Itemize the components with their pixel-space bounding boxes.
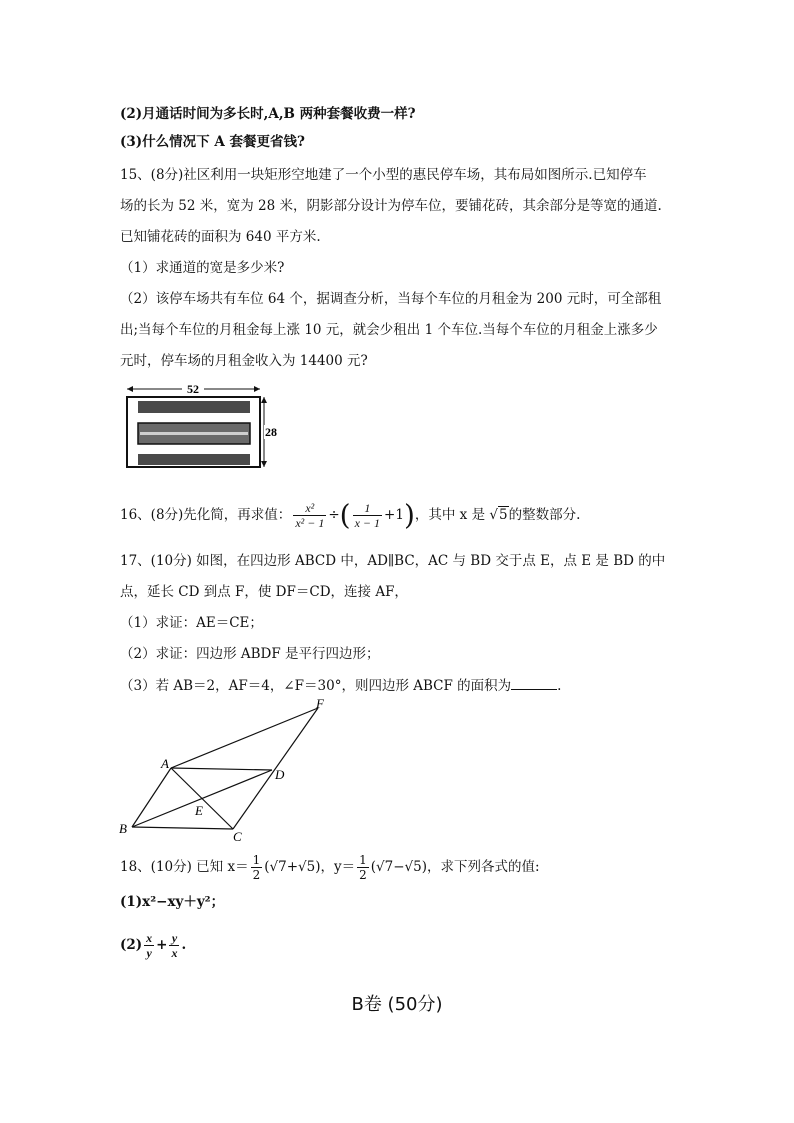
q18-stem xyxy=(120,850,540,884)
q16-prefix: 16、(8分)先化简，再求值： xyxy=(120,507,292,523)
q18-half-x: $\frac{1}{2}$ xyxy=(252,853,261,882)
q17-sub3: （3）若 AB＝2，AF＝4，∠F＝30°，则四边形 ABCF 的面积为 . xyxy=(120,675,561,696)
q18-x-expr: (√7+√5)，y＝ xyxy=(264,859,356,875)
point-label-F: F xyxy=(316,696,324,711)
q16-frac1-numerator: x² xyxy=(293,501,326,516)
q18-frac-x-over-y: $\frac{x}{y}$ xyxy=(146,931,153,960)
point-label-E: E xyxy=(195,803,203,818)
q15-sub2-line1: （2）该停车场共有车位 64 个，据调查分析，当每个车位的月租金为 200 元时，可全部租 xyxy=(120,291,662,307)
q18-frac-y-over-x: $\frac{y}{x}$ xyxy=(171,931,178,960)
q15-stem-line2: 场的长为 52 米，宽为 28 米，阴影部分设计为停车位，要铺花砖，其余部分是等宽的通道. xyxy=(120,198,662,214)
length-label: 52 xyxy=(187,383,199,396)
q18-half-y: $\frac{1}{2}$ xyxy=(359,853,367,882)
quadrilateral-figure xyxy=(112,696,338,842)
q18-part2: (2) $\frac{x}{y}$ + $\frac{y}{x}$ . xyxy=(120,931,187,960)
width-label: 28 xyxy=(265,425,277,439)
q17-stem-line2: 点，延长 CD 到点 F，使 DF＝CD，连接 AF， xyxy=(120,584,408,600)
q15-sub1: （1）求通道的宽是多少米? xyxy=(120,260,285,276)
q16-suffix-a: ，其中 x 是 xyxy=(414,507,486,523)
q16-frac1-denominator: x² − 1 xyxy=(295,516,325,530)
parking-strip-middle-inner xyxy=(140,432,248,435)
q17-sub2: （2）求证：四边形 ABDF 是平行四边形； xyxy=(120,646,380,662)
q15-sub2-line2: 出;当每个车位的月租金每上涨 10 元，就会少租出 1 个车位.当每个车位的月租金上涨多少 xyxy=(120,322,658,338)
section-b-title: B卷 (50分) xyxy=(351,994,443,1015)
q15-stem-line1: 15、(8分)社区利用一块矩形空地建了一个小型的惠民停车场，其布局如图所示.已知停车 xyxy=(120,167,647,183)
segment-BD xyxy=(132,770,272,827)
q15-sub2-line3: 元时，停车场的月租金收入为 14400 元? xyxy=(120,353,368,369)
q16-fraction-2 xyxy=(353,501,382,530)
q16-suffix-b: 的整数部分. xyxy=(508,507,581,523)
parking-strip-bottom xyxy=(138,454,250,465)
q16-frac2-denominator: x − 1 xyxy=(354,516,381,530)
q18-y-expr: (√7−√5)，求下列各式的值: xyxy=(370,859,540,875)
point-label-D: D xyxy=(275,767,285,782)
q16-sqrt-radicand: 5 xyxy=(498,507,508,523)
q16-divide: ÷ xyxy=(328,507,340,523)
segment-AD xyxy=(171,768,272,770)
point-label-B: B xyxy=(119,821,127,836)
width-arrow-bottom xyxy=(261,461,267,467)
q14-part2: (2)月通话时间为多长时,A,B 两种套餐收费一样? xyxy=(120,106,416,122)
q16-stem: 16、(8分)先化简，再求值： $\frac{\text{x²}}{\text{x² − 1}}$ ÷( $\frac{1}{x - 1}$ +1)，其中 x 是 √5的整数部分. xyxy=(120,498,581,532)
q16-fraction-1 xyxy=(293,501,326,530)
q17-sub3-text: （3）若 AB＝2，AF＝4，∠F＝30°，则四边形 ABCF 的面积为 xyxy=(120,678,512,694)
segment-AF xyxy=(171,708,318,768)
segment-BC xyxy=(132,827,233,829)
length-arrow-left xyxy=(127,386,133,392)
q17-stem-line1: 17、(10分) 如图，在四边形 ABCD 中，AD∥BC，AC 与 BD 交于点 E，点 E 是 BD 的中 xyxy=(120,553,666,569)
parking-strip-top xyxy=(138,401,250,413)
q15-stem-line3: 已知铺花砖的面积为 640 平方米. xyxy=(120,229,321,245)
point-label-A: A xyxy=(161,756,169,771)
segment-AB xyxy=(132,768,171,827)
parking-lot-figure xyxy=(118,383,278,471)
q17-sub1: （1）求证：AE＝CE； xyxy=(120,615,263,631)
length-arrow-right xyxy=(254,386,260,392)
width-arrow-top xyxy=(261,397,267,403)
q16-plus-one: +1 xyxy=(384,507,404,523)
answer-blank xyxy=(511,675,557,690)
q18-prefix: 18、(10分) 已知 x＝ xyxy=(120,859,249,875)
q16-frac2-numerator: 1 xyxy=(353,501,382,516)
q18-part1: (1)x²−xy＋y²； xyxy=(120,894,225,910)
q14-part3: (3)什么情况下 A 套餐更省钱? xyxy=(120,134,305,150)
point-label-C: C xyxy=(233,829,242,842)
